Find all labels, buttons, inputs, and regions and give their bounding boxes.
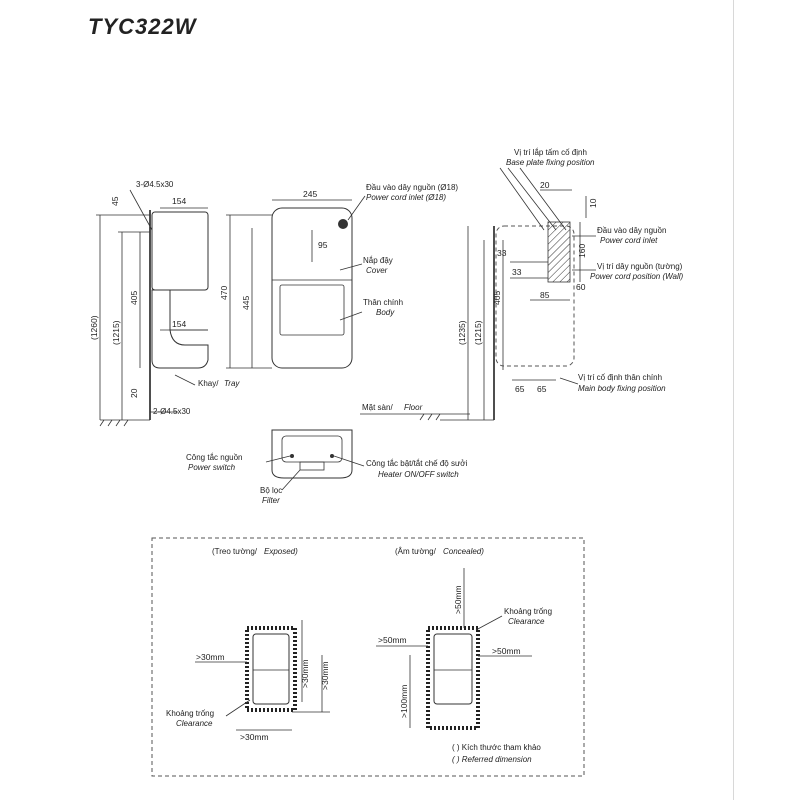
ref-dim-vi: ( ) Kích thước tham khảo [452, 743, 541, 752]
rear-dim-1215-label: (1215) [473, 320, 483, 345]
rear-dim-60-label: 60 [576, 282, 586, 292]
rear-dim-33a-label: 33 [497, 248, 507, 258]
exp-side-label: >30mm [196, 652, 225, 662]
front-cover-en: Cover [366, 266, 388, 275]
rear-cord-area [548, 222, 570, 282]
exp-top-label: >30mm [300, 659, 310, 688]
side-view [89, 180, 240, 426]
filter-en: Filter [262, 496, 280, 505]
exp-right-label: >30mm [320, 661, 330, 690]
con-bottom-label: >100mm [399, 684, 409, 718]
exposed-dryer [253, 634, 289, 704]
con-clearance-en: Clearance [508, 617, 545, 626]
exp-clearance-en: Clearance [176, 719, 213, 728]
side-tray-en: Tray [224, 379, 240, 388]
screw-leader-top [130, 190, 152, 230]
side-dim-405: 405 [129, 290, 139, 305]
rear-cord-inlet-vi: Đầu vào dây nguồn [597, 226, 667, 235]
rear-cord-pos-vi: Vị trí dây nguồn (tường) [597, 262, 683, 271]
power-switch-en: Power switch [188, 463, 236, 472]
top-heater-switch [330, 454, 334, 458]
side-upper-body [152, 212, 208, 290]
front-dim-95-label: 95 [318, 240, 328, 250]
rear-dim-20-label: 20 [540, 180, 550, 190]
front-view [219, 183, 470, 420]
rear-dim-65a-label: 65 [515, 384, 525, 394]
rear-dim-33b-label: 33 [512, 267, 522, 277]
exp-bottom-label: >30mm [240, 732, 269, 742]
concealed-vi: (Âm tường/ [395, 547, 436, 556]
power-switch-vi: Công tắc nguồn [186, 453, 243, 462]
base-plate-en: Base plate fixing position [506, 158, 595, 167]
front-body-vi: Thân chính [363, 298, 404, 307]
rear-dim-65b-label: 65 [537, 384, 547, 394]
side-dim-45: 45 [110, 196, 120, 206]
con-top-label: >50mm [453, 585, 463, 614]
rear-dim-405-label: 405 [492, 290, 502, 305]
side-dim-154-bottom: 154 [172, 319, 187, 329]
base-plate-vi: Vị trí lắp tấm cố định [514, 148, 587, 157]
side-dim-154-top: 154 [172, 196, 187, 206]
side-dim-1215: (1215) [111, 320, 121, 345]
rear-dim-10-label: 10 [588, 198, 598, 208]
front-dim-245-label: 245 [303, 189, 318, 199]
side-floor-hatch [100, 420, 128, 426]
top-view [186, 430, 468, 505]
rear-cord-inlet-en: Power cord inlet [600, 236, 658, 245]
exposed-en: Exposed) [264, 547, 298, 556]
side-screws-bottom-label: 2-Ø4.5x30 [153, 407, 191, 416]
side-screws-top-label: 3-Ø4.5x30 [136, 180, 174, 189]
side-dim-20: 20 [129, 388, 139, 398]
front-dim-470-label: 470 [219, 285, 229, 300]
con-right-label: >50mm [492, 646, 521, 656]
base-leader-2 [508, 168, 556, 230]
rear-cord-pos-en: Power cord position (Wall) [590, 272, 684, 281]
top-power-switch [290, 454, 294, 458]
rear-dim-1235-label: (1235) [457, 320, 467, 345]
filter-vi: Bộ lọc [260, 486, 283, 495]
side-tray-vi: Khay/ [198, 379, 219, 388]
exp-clearance-vi: Khoảng trống [166, 709, 215, 718]
tray-leader [175, 375, 195, 385]
model-title: TYC322W [88, 14, 197, 39]
rear-dim-160-label: 160 [577, 243, 587, 258]
rear-main-fix-vi: Vị trí cố định thân chính [578, 373, 663, 382]
heater-vi: Công tắc bật/tắt chế độ sưởi [366, 459, 468, 468]
con-clearance-vi: Khoảng trống [504, 607, 553, 616]
front-cord-vi: Đầu vào dây nguồn (Ø18) [366, 183, 459, 192]
rear-main-fix-en: Main body fixing position [578, 384, 666, 393]
con-left-label: >50mm [378, 635, 407, 645]
rear-view [440, 148, 684, 420]
top-outline [272, 430, 352, 478]
exposed-vi: (Treo tường/ [212, 547, 257, 556]
front-floor-hatch [420, 414, 440, 420]
side-lower-body [152, 290, 208, 368]
con-clearance-leader [476, 616, 502, 630]
side-dim-1260: (1260) [89, 315, 99, 340]
floor-en: Floor [404, 403, 423, 412]
heater-en: Heater ON/OFF switch [378, 470, 459, 479]
front-dim-445-label: 445 [241, 295, 251, 310]
concealed-en: Concealed) [443, 547, 484, 556]
base-leader-1 [500, 168, 544, 230]
front-cord-inlet [338, 219, 348, 229]
base-leader-3 [520, 168, 566, 230]
front-cover-vi: Nắp đậy [363, 256, 393, 265]
front-body-en: Body [376, 308, 395, 317]
front-cord-en: Power cord inlet (Ø18) [366, 193, 447, 202]
concealed-dryer [434, 634, 472, 704]
floor-vi: Mặt sàn/ [362, 403, 393, 412]
rear-mainfix-leader [560, 378, 578, 384]
clearance-panel [152, 538, 584, 776]
rear-dim-85-label: 85 [540, 290, 550, 300]
ref-dim-en: ( ) Referred dimension [452, 755, 532, 764]
